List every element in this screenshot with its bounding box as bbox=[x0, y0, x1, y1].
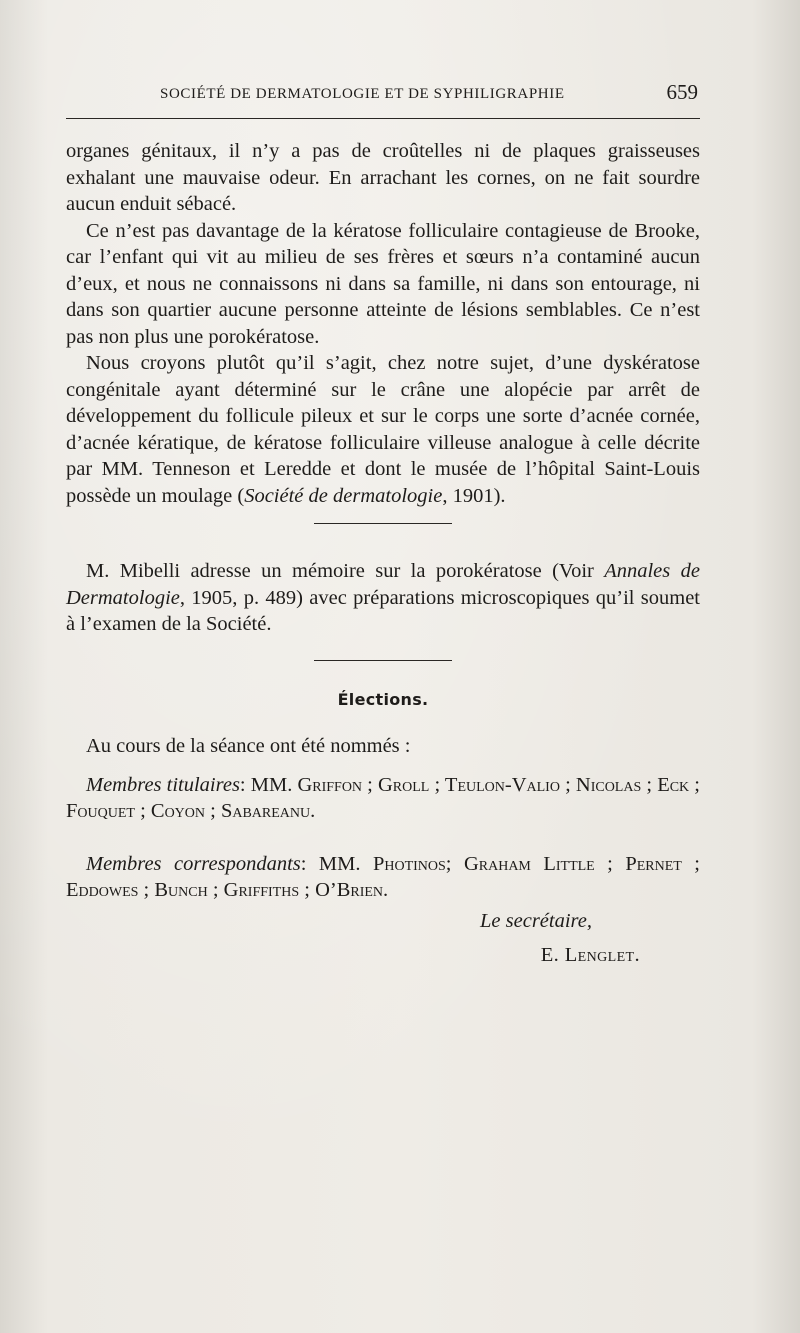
titulaires-label: Membres titulaires bbox=[86, 773, 240, 796]
page-number: 659 bbox=[666, 80, 698, 104]
header-rule bbox=[66, 118, 700, 119]
paragraph-mibelli bbox=[66, 558, 700, 638]
body-text bbox=[66, 138, 700, 969]
paragraph-dyskeratose-text: Nous croyons plutôt qu’il s’agit, chez notre sujet, d’une dyskératose congénitale ayant déterminé sur le crâne une alopécie par arrêt de développement du follicule pileux et sur le corps une sorte d’acnée cornée, d’acnée kératique, de kératose folliculaire villeuse analogue à celle décrite par MM. Tenneson et Leredde et dont le musée de l’hôpital Saint-Louis possède un moulage ( bbox=[66, 352, 700, 507]
running-title: SOCIÉTÉ DE DERMATOLOGIE ET DE SYPHILIGRAPHIE bbox=[160, 86, 565, 102]
signature-name bbox=[66, 942, 700, 969]
mibelli-text-before: M. Mibelli adresse un mémoire sur la porokératose (Voir bbox=[86, 560, 605, 582]
paragraph-continuation: organes génitaux, il n’y a pas de croûtelles ni de plaques graisseuses exhalant une mauvaise odeur. En arrachant les cornes, on ne fait sourdre aucun enduit sébacé. bbox=[66, 140, 700, 215]
correspondants-label: Membres correspondants bbox=[86, 852, 301, 875]
citation-societe: Société de dermatologie bbox=[244, 484, 443, 507]
page-header bbox=[66, 80, 700, 110]
journal-title: Annales de Dermatologie bbox=[66, 560, 700, 609]
citation-year: , 1901). bbox=[442, 484, 506, 507]
signature-name-text: E. Lenglet. bbox=[540, 944, 640, 966]
elections-intro: Au cours de la séance ont été nommés : bbox=[86, 735, 411, 757]
section-divider bbox=[314, 523, 452, 524]
signature-role: Le secrétaire, bbox=[480, 909, 592, 932]
mibelli-text-after: , 1905, p. 489) avec préparations microscopiques qu’il soumet à l’examen de la Société. bbox=[66, 586, 700, 635]
section-divider-2 bbox=[314, 660, 452, 661]
elections-heading: Élections. bbox=[337, 689, 429, 709]
paragraph-brooke: Ce n’est pas davantage de la kératose folliculaire contagieuse de Brooke, car l’enfant qui vit au milieu de ses frères et sœurs n’a contaminé aucun d’eux, et nous ne connaissons ni dans sa famille, ni dans son entourage, ni dans son quartier aucune personne atteinte de lésions semblables. Ce n’est pas non plus une porokératose. bbox=[66, 219, 700, 348]
members-correspondants bbox=[66, 851, 700, 904]
members-titulaires bbox=[66, 772, 700, 825]
paragraph-dyskeratose bbox=[66, 350, 700, 509]
titulaires-names: : MM. Griffon ; Groll ; Teulon-Valio ; Nicolas ; Eck ; Fouquet ; Coyon ; Sabareanu. bbox=[66, 773, 700, 822]
correspondants-names: : MM. Photinos; Graham Little ; Pernet ; Eddowes ; Bunch ; Griffiths ; O’Brien. bbox=[66, 852, 700, 901]
